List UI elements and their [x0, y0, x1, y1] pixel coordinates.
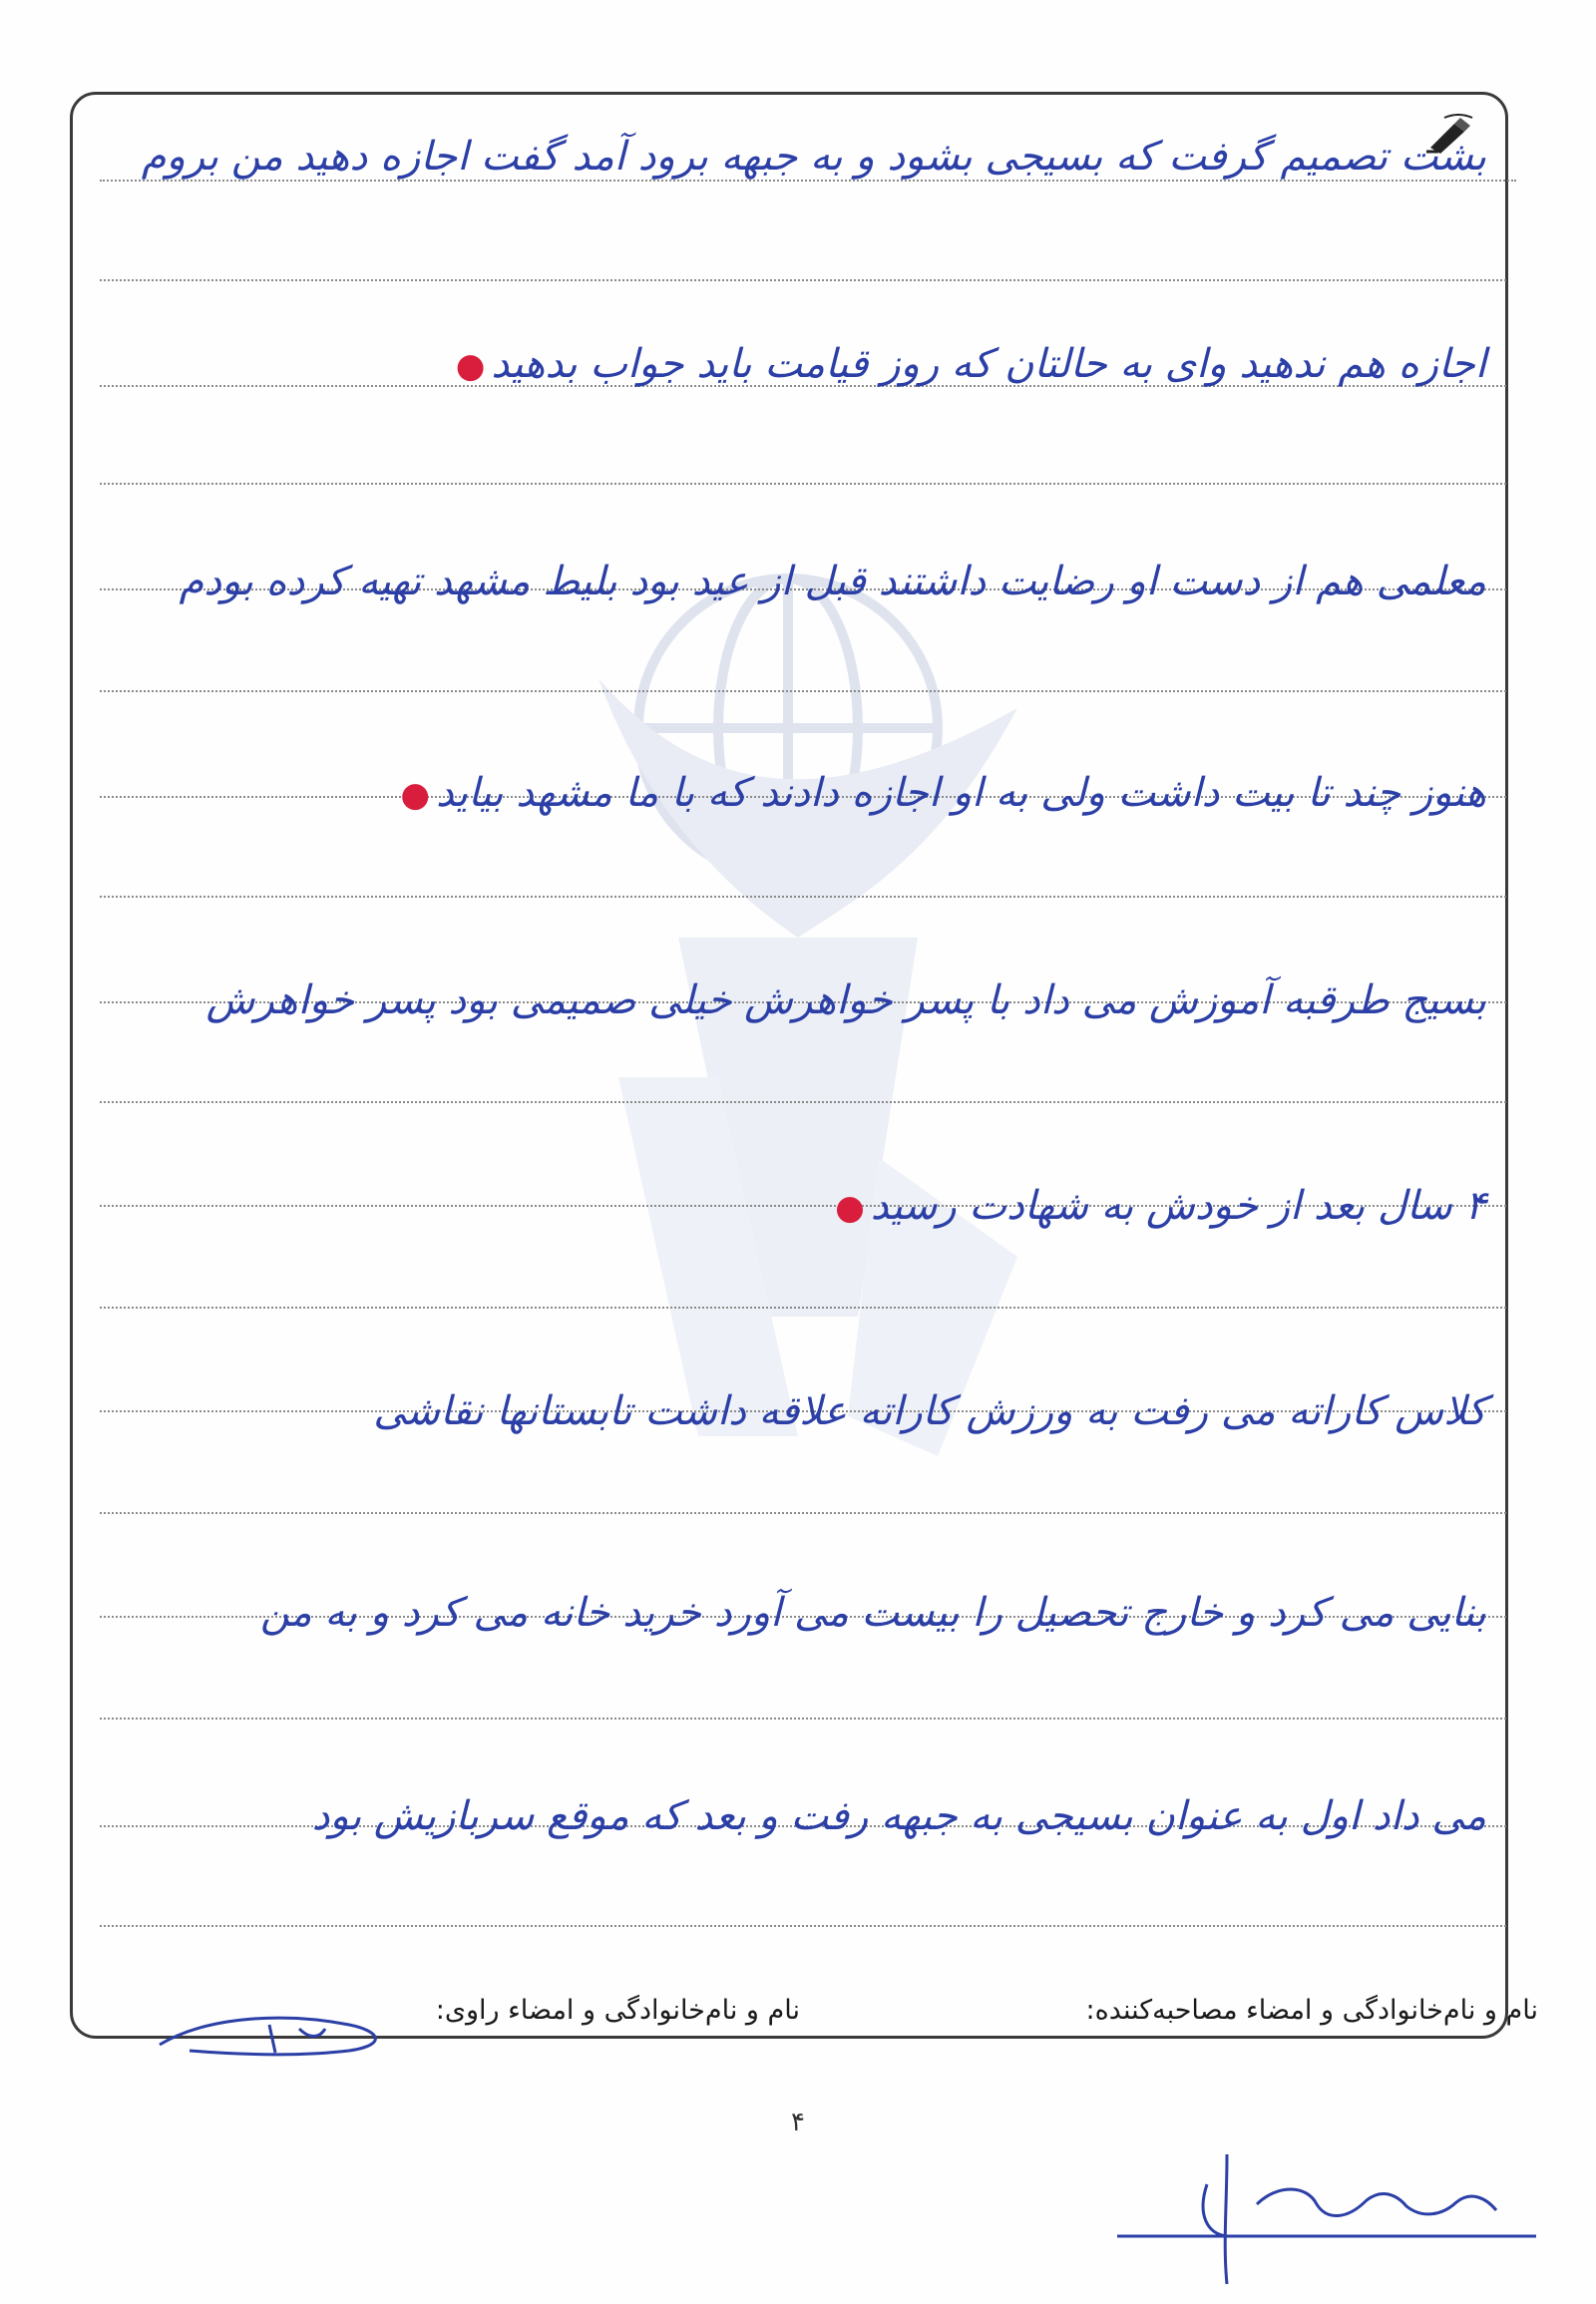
ruled-line [100, 279, 1506, 281]
red-bullet-mark: ● [835, 1188, 865, 1228]
red-bullet-mark: ● [455, 346, 486, 386]
ruled-line [100, 1512, 1506, 1514]
ruled-line [100, 1307, 1506, 1309]
handwritten-line: کلاس کاراته می رفت به ورزش کاراته علاقه داشت تابستانها نقاشی [373, 1388, 1486, 1434]
ruled-line [100, 1925, 1506, 1927]
handwritten-line: هنوز چند تا بیت داشت ولی به او اجازه دادند که با ما مشهد بیاید● [400, 770, 1486, 816]
handwritten-line: می داد اول به عنوان بسیجی به جبهه رفت و بعد که موقع سربازیش بود [311, 1793, 1486, 1839]
narrator-signature-label: نام و نام‌خانوادگی و امضاء راوی: [435, 1995, 800, 2026]
handwritten-line: معلمی هم از دست او رضایت داشتند قبل از عید بود بلیط مشهد تهیه کرده بودم [179, 559, 1486, 604]
handwritten-line: ۴ سال بعد از خودش به شهادت رسید● [835, 1183, 1486, 1229]
handwritten-line: بنایی می کرد و خارج تحصیل را بیست می آورد خرید خانه می کرد و به من [259, 1590, 1486, 1636]
interviewer-signature-label: نام و نام‌خانوادگی و امضاء مصاحبه‌کننده: [1085, 1995, 1538, 2026]
ruled-line [100, 896, 1506, 898]
ruled-line [100, 690, 1506, 692]
red-bullet-mark: ● [400, 775, 431, 815]
handwritten-line: بسیج طرقبه آموزش می داد با پسر خواهرش خیلی صمیمی بود پسر خواهرش [205, 977, 1486, 1023]
handwritten-line: بشت تصمیم گرفت که بسیجی بشود و به جبهه برود آمد گفت اجازه دهید من بروم [141, 134, 1486, 180]
narrator-signature [150, 2005, 409, 2065]
ruled-line [100, 1101, 1506, 1103]
interviewer-signature [1077, 2144, 1556, 2294]
ruled-line [100, 483, 1506, 485]
ruled-line [100, 1718, 1506, 1720]
handwritten-line: اجازه هم ندهید وای به حالتان که روز قیامت باید جواب بدهید● [455, 341, 1486, 387]
page-number: ۴ [791, 2108, 805, 2137]
